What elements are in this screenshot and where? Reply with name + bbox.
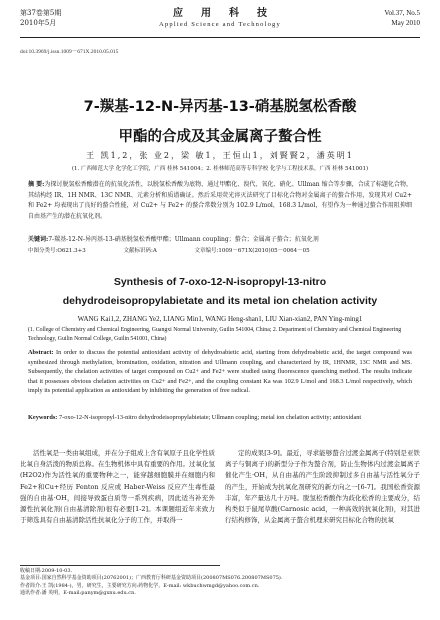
keywords-en	[28, 413, 412, 423]
affiliation-en: (1. College of Chemistry and Chemical Engineering, Guangxi Normal University, Guilin 541004, China; 2. Department of Chemistry and Chemical Engineering Technology, Guilin Normal College, Guilin 541001, China)	[28, 327, 402, 342]
volume-issue-en: Vol.37, No.5	[384, 9, 420, 17]
footnote-corresponding: 通讯作者:潘 英明，E-mail:panym@gxnu.edu.cn.	[20, 590, 136, 597]
header-center	[20, 8, 420, 30]
clc-number: 中图分类号:O621.3+3	[28, 248, 86, 254]
authors-en: WANG Kai1,2, ZHANG Ye2, LIANG Min1, WANG Heng-shan1, LIU Xian-xian2, PAN Ying-ming1	[77, 315, 363, 323]
abstract-zh	[28, 180, 412, 222]
abstract-zh-label: 摘 要:	[28, 181, 45, 188]
footnote-received: 收稿日期:2009-10-03.	[20, 568, 73, 574]
body-column-left: 活性氧是一类由氧组成，并在分子组成上含有氧原子且化学性质比氧自身活泼的物质总称。在生物机体中具有重要的作用。过氧化氢(H2O2)作为活性氧的重要物种之一，能穿越细胞膜并在细胞内和Fe2+和Cu+经历 Fenton 反应或 Haber-Weiss 反应产生毒性最强的自由基·OH，间接导致蛋白质等一系列疾病，因此适当补充外源性抗氧化剂(自由基清除剂)很有必要[1-2]。本课题组近年来致力于筛选具有自由基清除活性抗氧化分子的工作，并取得一	[20, 449, 215, 525]
keywords-en-text: 7-oxo-12-N-isopropyl-13-nitro dehydrodeisopropylabietate; Ullmann coupling; metal ion chelation activity; antioxidant	[58, 414, 362, 421]
date-zh: 2010年5月	[20, 19, 57, 27]
abstract-en	[28, 348, 412, 396]
title-zh-line1: 7-羰基-12-N-异丙基-13-硝基脱氢松香酸	[83, 99, 357, 115]
keywords-en-label: Keywords:	[28, 414, 58, 421]
authors-zh: 王 凯1,2，张 业2，梁 敏1，王恒山1，刘賢賢2，潘英明1	[86, 151, 354, 160]
abstract-en-label: Abstract:	[28, 349, 54, 356]
journal-name-en: Applied Science and Technology	[159, 21, 281, 28]
affiliation-zh: (1. 广西师范大学 化学化工学院，广西 桂林 541004；2. 桂林师范高等专科学校 化学与工程技术系，广西 桂林 541001)	[71, 166, 369, 172]
journal-name-zh: 应用科技	[173, 8, 285, 19]
footnote-funding: 基金项目:国家自然科学基金资助项目(20762001)；广西教育厅科研基金资助项目(200807MS076.200807MS075).	[20, 575, 283, 582]
footnote-author-bio: 作者简介:王 凯(1984-)，男，研究生，主要研究方向:药物化学，E-mail: wkbuchwmgd@yahoo.com.cn.	[20, 582, 260, 589]
title-en-line1: Synthesis of 7-oxo-12-N-isopropyl-13-nitro	[113, 276, 327, 288]
article-number: 文章编号:1009－671X(2010)05－0064－05	[194, 248, 310, 254]
keywords-zh-label: 关键词:	[28, 236, 49, 243]
document-code: 文献标识码:A	[123, 248, 157, 254]
title-en-line2: dehydrodeisopropylabietate and its metal ion chelation activity	[62, 295, 378, 307]
header-right	[384, 8, 420, 28]
journal-header	[20, 8, 420, 38]
volume-issue-zh: 第37卷第5期	[20, 9, 62, 17]
title-zh-line2: 甲酯的合成及其金属离子螯合性	[118, 129, 322, 145]
keywords-zh	[28, 235, 412, 245]
body-text	[20, 448, 420, 560]
body-column-right: 定的成果[3-9]。最近，寻求能够螯合过渡金属离子(特别是亚铁离子与铜离子)的新型分子作为螯合剂，防止生物体内过渡金属离子催化产生·OH，从自由基的产生阶段抑制过多自由基与活性氧分子的产生，开始成为抗氧化剂研究的新方向之一[6-7]。我国松香资源丰富，年产量达几十万吨。脱氢松香酸作为歧化松香的主要成分，结构类似于鼠尾草酸(Carnosic acid，一种高效的抗氧化剂)，对其进行结构修饰，从金属离子螯合机理来研究目标化合物的抗氧	[225, 449, 420, 525]
abstract-zh-text: 为探讨脱氢松香酸潜在的抗氧化活性，以脱氢松香酸为底物，通过甲酯化、溴代、氧化、硝化、Ullman 缩合等步骤，合成了标题化合物，其结构经 IR、1H NMR、13C NMR、元素分析和质谱确证。然后采用荧光淬灭法研究了目标化合物对金属离子的螯合作用，发现其对 Cu2+ 和 Fe2+ 均表现出了良好的螯合性能，对 Cu2+ 与 Fe2+ 的螯合常数分别为 102.9 L/mol，168.3 L/mol，有望作为一种通过螯合作用阻抑细自由基产生的潜在抗氧化剂。	[28, 181, 412, 220]
date-en: May 2010	[391, 19, 420, 27]
abstract-en-text: In order to discuss the potential antioxidant activity of dehydroabietic acid, starting from dehydroabietic acid, the target compound was synthesized through methylation, bromination, oxidation, nitration and Ullmann coupling, and characterized by IR, 1HNMR, 13C NMR and MS. Subsequently, the chelation activities of target compound on Cu2+ and Fe2+ were studied using fluorescence quenching method. The results indicate that it possesses obvious chelation activities on Cu2+ and Fe2+, and the coupling constant Ka was 102.9 L/mol and 168.3 L/mol respectively, which imply its potential application as antioxidant by inhibiting the generation of free radical.	[28, 349, 412, 394]
doi: doi:10.3969/j.issn.1009－671X.2010.05.015	[20, 49, 119, 55]
classification-zh	[28, 246, 412, 256]
title-en	[20, 273, 420, 311]
title-zh	[20, 92, 420, 152]
footnotes	[20, 565, 283, 598]
keywords-zh-text: 7-羰基-12-N-异丙基-13-硝基脱氢松香酸甲酯；Ullmann coupling；螯合；金属离子螯合；抗氧化剂	[48, 236, 319, 243]
